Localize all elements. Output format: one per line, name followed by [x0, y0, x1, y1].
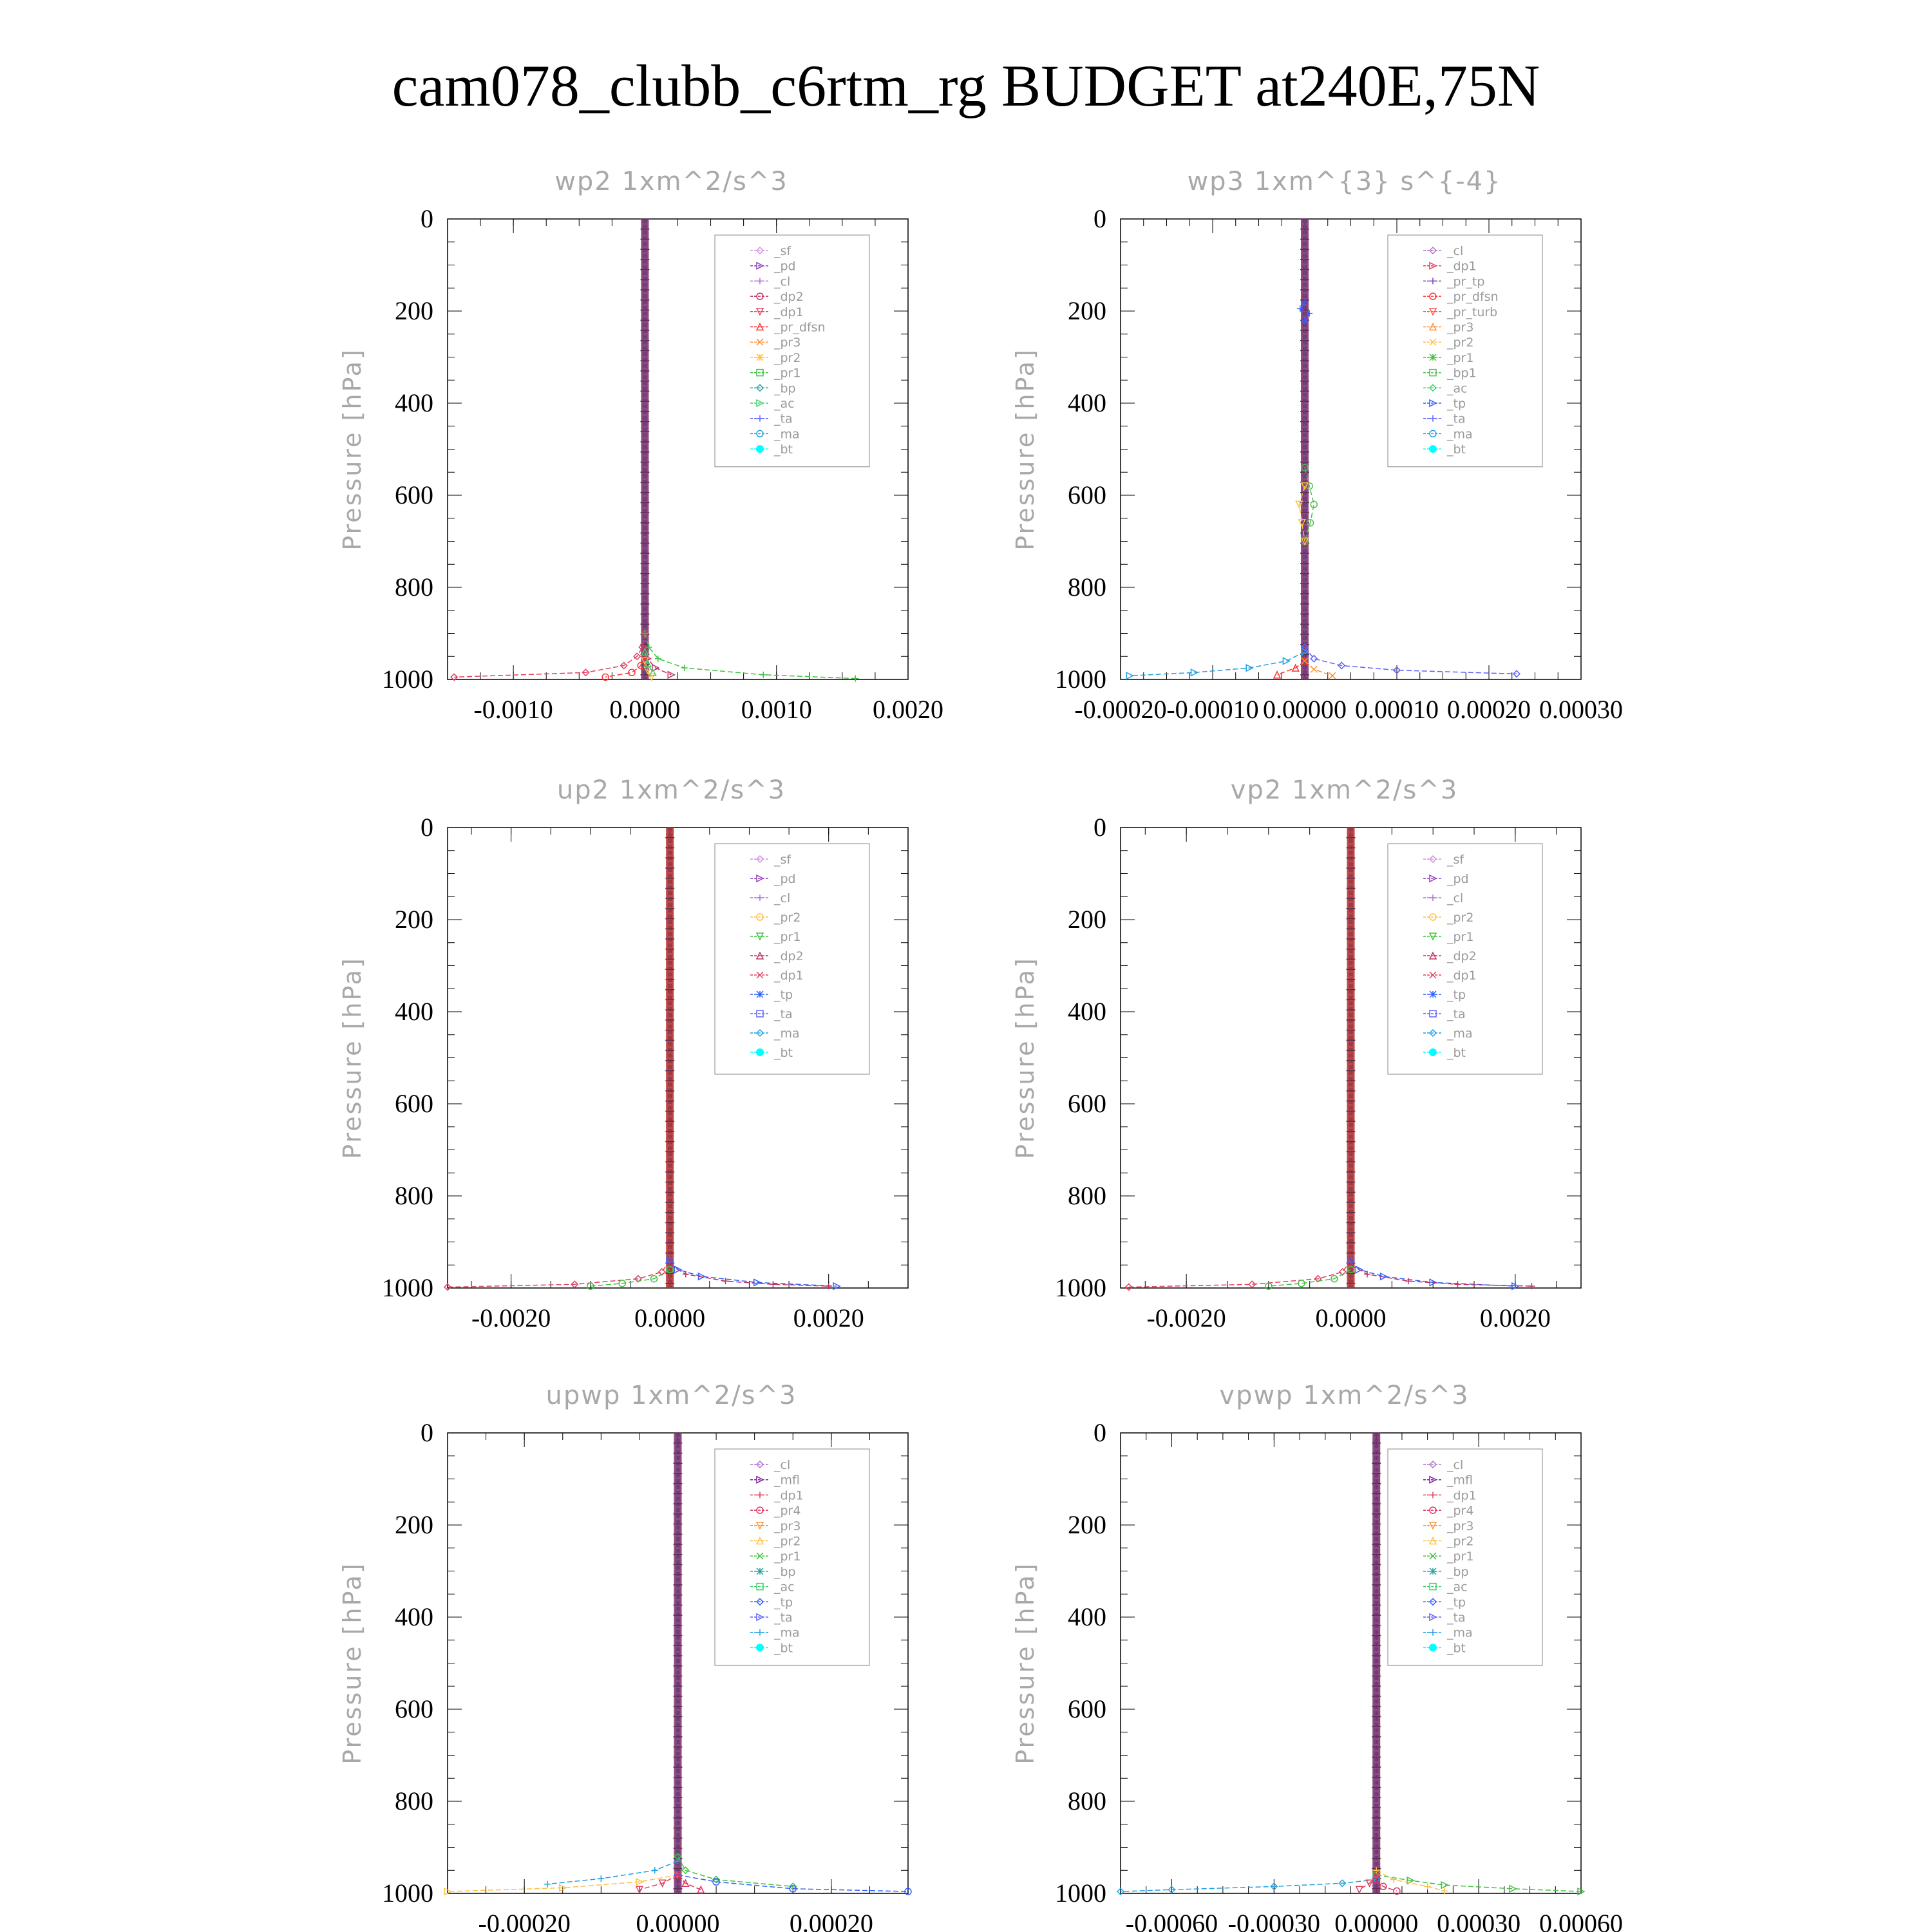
y-tick-label: 1000: [1055, 1273, 1106, 1302]
data-point-pr3: [1329, 672, 1336, 679]
legend-label: _bp: [1447, 1564, 1469, 1579]
y-axis-label: Pressure [hPa]: [338, 348, 366, 551]
legend-marker: [1429, 1048, 1437, 1056]
legend-label: _pr_dfsn: [774, 320, 826, 335]
legend-label: _pd: [774, 259, 796, 274]
x-tick-label: 0.00000: [1334, 1909, 1419, 1932]
y-tick-label: 400: [395, 1602, 433, 1631]
panel-title: wp2 1xm^2/s^3: [554, 167, 788, 196]
data-point-ac: [650, 669, 656, 676]
y-axis-label: Pressure [hPa]: [338, 956, 366, 1159]
y-tick-label: 800: [395, 1181, 433, 1210]
series-line-tp: [670, 1260, 837, 1286]
data-point-dp1: [1356, 1886, 1363, 1893]
series-zero-column: [674, 1433, 682, 1893]
y-tick-label: 200: [1068, 1510, 1106, 1539]
y-tick-label: 600: [1068, 480, 1106, 509]
x-tick-label: 0.0020: [1479, 1303, 1551, 1332]
x-tick-label: 0.00030: [1539, 695, 1623, 724]
x-tick-label: 0.0000: [609, 695, 681, 724]
data-point-ta: [1513, 670, 1520, 677]
y-tick-label: 600: [395, 480, 433, 509]
x-tick-label: 0.00000: [636, 1909, 720, 1932]
legend-label: _bt: [774, 442, 793, 457]
legend-label: _bt: [774, 1046, 793, 1060]
y-tick-label: 600: [1068, 1089, 1106, 1118]
data-point-ma: [544, 1881, 551, 1888]
legend-marker: [1429, 445, 1437, 453]
series-line-pr_dfsn: [605, 656, 645, 677]
x-tick-label: 0.00020: [789, 1909, 873, 1932]
legend-marker: [757, 991, 763, 998]
data-point-pr_dfsn: [1274, 672, 1280, 678]
data-point-pr3: [1311, 666, 1317, 672]
legend-label: _bt: [1447, 1046, 1466, 1060]
y-tick-label: 0: [421, 204, 433, 233]
legend-label: _pr3: [1447, 1519, 1474, 1533]
legend-label: _ta: [1447, 1007, 1466, 1021]
series-line-pr1: [678, 1857, 793, 1887]
x-tick-label: 0.0000: [1315, 1303, 1387, 1332]
legend-label: _pd: [1447, 872, 1469, 886]
panel-title: vpwp 1xm^2/s^3: [1219, 1381, 1470, 1410]
legend-marker: [1430, 354, 1436, 361]
y-tick-label: 800: [395, 573, 433, 601]
panel-2: [1011, 167, 1623, 724]
panel-title: vp2 1xm^2/s^3: [1230, 775, 1459, 805]
x-tick-label: 0.00010: [1355, 695, 1439, 724]
legend-label: _dp1: [774, 1488, 804, 1503]
legend-label: _cl: [774, 274, 791, 289]
series-line-pr3: [1305, 661, 1332, 676]
x-tick-label: -0.00010: [1166, 695, 1259, 724]
legend-label: _pr4: [774, 1504, 801, 1519]
data-point-pr1: [760, 672, 766, 678]
legend-label: _pr1: [774, 1549, 801, 1564]
x-tick-label: 0.0000: [634, 1303, 706, 1332]
y-tick-label: 800: [395, 1786, 433, 1815]
legend-label: _ac: [1447, 381, 1468, 396]
series-line-pr_dfsn: [1277, 661, 1305, 674]
legend-marker: [756, 1048, 764, 1056]
series-line-dp2: [1351, 1265, 1532, 1286]
legend-label: _sf: [774, 244, 791, 258]
x-tick-label: 0.00020: [1447, 695, 1531, 724]
legend-label: _mfl: [1447, 1473, 1473, 1488]
y-tick-label: 200: [1068, 905, 1106, 934]
legend-label: _dp2: [774, 949, 804, 963]
legend-label: _pr3: [774, 336, 801, 350]
legend-label: _bt: [1447, 442, 1466, 457]
y-tick-label: 0: [421, 813, 433, 842]
legend-label: _dp1: [1447, 1488, 1477, 1503]
legend-label: _ta: [774, 1007, 793, 1021]
series-line-ma: [1130, 652, 1305, 676]
legend-label: _dp1: [774, 969, 804, 983]
legend-marker: [756, 445, 764, 453]
x-tick-label: -0.00020: [1074, 695, 1167, 724]
y-axis-label: Pressure [hPa]: [1011, 1562, 1039, 1765]
y-tick-label: 400: [1068, 997, 1106, 1026]
y-tick-label: 0: [1094, 813, 1106, 842]
legend-marker: [1430, 991, 1436, 998]
series-line-dp1: [454, 634, 645, 677]
figure-title: cam078_clubb_c6rtm_rg BUDGET at240E,75N: [392, 53, 1540, 118]
y-tick-label: 1000: [382, 1879, 433, 1908]
legend-label: _dp2: [1447, 949, 1477, 963]
data-point-ma: [652, 1867, 658, 1873]
series-zero-column: [641, 219, 649, 679]
legend-label: _cl: [1447, 891, 1464, 905]
legend-label: _tp: [1447, 1595, 1466, 1610]
x-tick-label: 0.0020: [793, 1303, 864, 1332]
panel-6: [1011, 1381, 1623, 1932]
legend-label: _bt: [1447, 1641, 1466, 1656]
y-tick-label: 400: [1068, 388, 1106, 417]
legend-label: _tp: [774, 1595, 793, 1610]
y-tick-label: 400: [395, 997, 433, 1026]
y-tick-label: 200: [1068, 296, 1106, 325]
legend-label: _pr2: [1447, 336, 1474, 350]
legend-label: _pr2: [1447, 911, 1474, 925]
legend-label: _pr2: [1447, 1534, 1474, 1549]
legend-marker: [1429, 1643, 1437, 1651]
legend-label: _mfl: [774, 1473, 800, 1488]
panel-3: [338, 775, 908, 1332]
y-tick-label: 1000: [382, 1273, 433, 1302]
data-point-dp2: [1454, 1281, 1461, 1287]
legend-label: _pr3: [1447, 320, 1474, 335]
series-line-pr1: [645, 634, 855, 679]
y-tick-label: 200: [395, 296, 433, 325]
y-tick-label: 200: [395, 905, 433, 934]
series-zero-column: [666, 828, 674, 1288]
data-point-dp2: [683, 1271, 689, 1278]
legend-marker: [1430, 1568, 1436, 1575]
y-tick-label: 400: [395, 388, 433, 417]
y-tick-label: 1000: [382, 665, 433, 694]
x-tick-label: -0.00020: [478, 1909, 571, 1932]
legend-label: _tp: [1447, 397, 1466, 411]
series-zero-column: [1347, 828, 1355, 1288]
legend-label: _ta: [1447, 412, 1466, 426]
legend-label: _pr1: [1447, 350, 1474, 365]
legend-label: _bp: [774, 381, 796, 396]
x-tick-label: -0.0020: [471, 1303, 551, 1332]
panel-1: [338, 167, 943, 724]
series-line-dp1: [639, 1875, 678, 1889]
legend-label: _pr1: [774, 366, 801, 381]
legend-label: _ac: [774, 397, 795, 411]
legend-marker: [757, 1568, 763, 1575]
data-point-dp2: [1364, 1271, 1370, 1278]
data-point-ma: [598, 1875, 604, 1882]
legend-marker: [756, 1643, 764, 1651]
panel-title: up2 1xm^2/s^3: [556, 775, 786, 805]
x-tick-label: 0.0020: [873, 695, 943, 724]
data-point-ma: [1191, 669, 1197, 676]
legend-label: _pr2: [774, 911, 801, 925]
y-tick-label: 0: [1094, 1418, 1106, 1447]
data-point-dp2: [770, 1281, 776, 1287]
legend-label: _pr3: [774, 1519, 801, 1533]
data-point-dp2: [668, 672, 674, 678]
y-tick-label: 800: [1068, 1181, 1106, 1210]
y-tick-label: 600: [1068, 1694, 1106, 1723]
y-tick-label: 600: [395, 1694, 433, 1723]
series-zero-column: [1301, 219, 1309, 679]
x-tick-label: 0.00000: [1263, 695, 1347, 724]
legend-label: _pr1: [1447, 930, 1474, 944]
panel-title: upwp 1xm^2/s^3: [545, 1381, 797, 1410]
x-tick-label: -0.00030: [1227, 1909, 1320, 1932]
y-tick-label: 600: [395, 1089, 433, 1118]
x-tick-label: -0.0020: [1146, 1303, 1226, 1332]
legend-label: _pr2: [774, 350, 801, 365]
legend-label: _pd: [774, 872, 796, 886]
legend-label: _tp: [1447, 988, 1466, 1002]
legend-label: _pr_tp: [1447, 274, 1485, 289]
legend-label: _dp1: [774, 305, 804, 319]
panel-title: wp3 1xm^{3} s^{-4}: [1187, 167, 1502, 196]
x-tick-label: -0.0010: [473, 695, 553, 724]
x-tick-label: -0.00060: [1125, 1909, 1218, 1932]
panel-4: [1011, 775, 1581, 1332]
legend-label: _ma: [774, 1625, 800, 1640]
y-tick-label: 800: [1068, 573, 1106, 601]
legend-label: _sf: [774, 853, 791, 867]
legend-label: _ac: [1447, 1580, 1468, 1595]
legend-label: _sf: [1447, 853, 1464, 867]
legend-label: _pr2: [774, 1534, 801, 1549]
y-axis-label: Pressure [hPa]: [338, 1562, 366, 1765]
legend-label: _ma: [1447, 427, 1473, 442]
y-axis-label: Pressure [hPa]: [1011, 348, 1039, 551]
legend-label: _bp: [774, 1564, 796, 1579]
legend-label: _pr_turb: [1447, 305, 1498, 319]
legend-marker: [757, 354, 763, 361]
legend-label: _pr1: [774, 930, 801, 944]
legend-label: _pr1: [1447, 1549, 1474, 1564]
panel-5: [338, 1381, 911, 1932]
data-point-dp2: [1405, 1278, 1412, 1284]
legend-label: _ma: [774, 1027, 800, 1041]
x-tick-label: 0.0010: [741, 695, 812, 724]
y-tick-label: 200: [395, 1510, 433, 1539]
series-line-ta: [1305, 647, 1517, 674]
series-zero-column: [1372, 1433, 1380, 1893]
y-tick-label: 800: [1068, 1786, 1106, 1815]
legend-label: _dp1: [1447, 969, 1477, 983]
legend-label: _bp1: [1447, 366, 1477, 381]
y-axis-label: Pressure [hPa]: [1011, 956, 1039, 1159]
legend-label: _ac: [774, 1580, 795, 1595]
legend-label: _cl: [1447, 1458, 1464, 1472]
y-tick-label: 1000: [1055, 665, 1106, 694]
y-tick-label: 1000: [1055, 1879, 1106, 1908]
legend-label: _ma: [774, 427, 800, 442]
legend-label: _cl: [774, 1458, 791, 1472]
x-tick-label: 0.00030: [1437, 1909, 1521, 1932]
legend-label: _pr_dfsn: [1447, 290, 1499, 305]
y-tick-label: 0: [1094, 204, 1106, 233]
legend-label: _ta: [774, 1611, 793, 1625]
legend-label: _ta: [1447, 1611, 1466, 1625]
legend-label: _cl: [1447, 244, 1464, 258]
legend-label: _pr4: [1447, 1504, 1474, 1519]
data-point-pr1: [852, 676, 858, 682]
legend-label: _ma: [1447, 1027, 1473, 1041]
data-point-pr2: [1390, 1877, 1397, 1883]
legend-label: _ta: [774, 412, 793, 426]
data-point-pr1: [681, 665, 688, 671]
data-point-pr2: [1425, 1883, 1431, 1889]
y-tick-label: 0: [421, 1418, 433, 1447]
series-line-ma: [547, 1861, 678, 1884]
legend-label: _tp: [774, 988, 793, 1002]
legend-label: _cl: [774, 891, 791, 905]
legend-label: _bt: [774, 1641, 793, 1656]
series-line-dp1: [448, 1260, 670, 1287]
legend-label: _dp2: [774, 290, 804, 305]
legend-label: _ma: [1447, 1625, 1473, 1640]
x-tick-label: 0.00060: [1539, 1909, 1623, 1932]
y-tick-label: 400: [1068, 1602, 1106, 1631]
legend-label: _dp1: [1447, 259, 1477, 274]
series-line-dp1: [1129, 1260, 1351, 1287]
